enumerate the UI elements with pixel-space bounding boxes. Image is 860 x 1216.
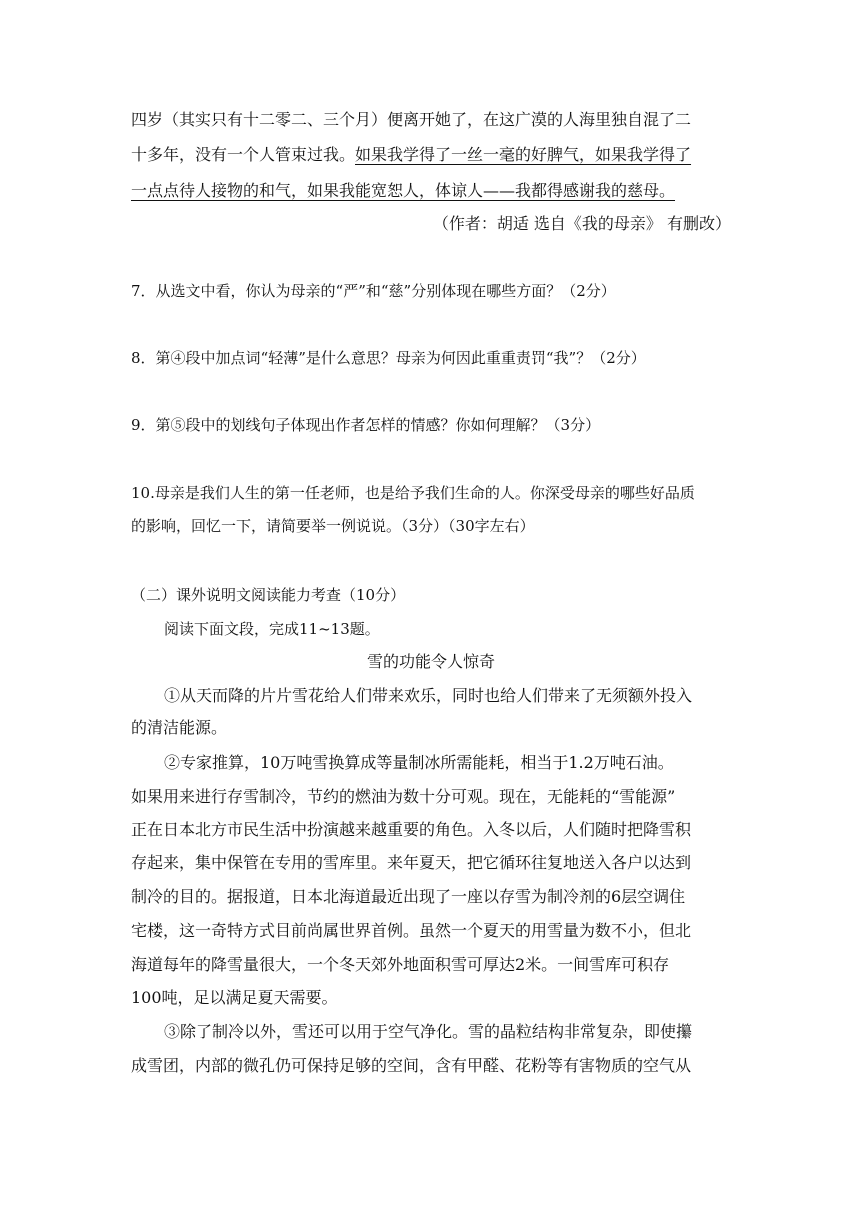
underlined-sentence: 一点点待人接物的和气，如果我能宽恕人，体谅人——我都得感谢我的慈母。 — [131, 181, 676, 200]
paragraph-line: 如果用来进行存雪制冷，节约的燃油为数十分可观。现在，无能耗的“雪能源” — [131, 787, 676, 806]
passage-line — [131, 145, 731, 165]
paragraph-line: 正在日本北方市民生活中扮演越来越重要的角色。入冬以后，人们随时把降雪积 — [131, 820, 692, 839]
paragraph-line: 成雪团，内部的微孔仍可保持足够的空间，含有甲醛、花粉等有害物质的空气从 — [131, 1056, 692, 1075]
question-10-line: 10.母亲是我们人生的第一任老师，也是给予我们生命的人。你深受母亲的哪些好品质 — [131, 484, 695, 502]
paragraph-line: 海道每年的降雪量很大，一个冬天郊外地面积雪可厚达2米。一间雪库可积存 — [131, 955, 670, 974]
paragraph-line: ③除了制冷以外，雪还可以用于空气净化。雪的晶粒结构非常复杂，即使攥 — [164, 1022, 693, 1041]
paragraph-line: ①从天而降的片片雪花给人们带来欢乐，同时也给人们带来了无须额外投入 — [164, 686, 693, 705]
underlined-sentence: 如果我学得了一丝一毫的好脾气，如果我学得了 — [355, 145, 692, 164]
article-title: 雪的功能令人惊奇 — [366, 652, 495, 671]
paragraph-line: 宅楼，这一奇特方式目前尚属世界首例。虽然一个夏天的用雪量为数不小，但北 — [131, 921, 692, 940]
question-10-line: 的影响，回忆一下，请简要举一例说说。（3分）（30字左右） — [131, 517, 535, 535]
instruction-text: 阅读下面文段，完成11~13题。 — [164, 620, 380, 638]
paragraph-line: 存起来，集中保管在专用的雪库里。来年夏天，把它循环往复地送入各户以达到 — [131, 853, 692, 872]
paragraph-line: ②专家推算，10万吨雪换算成等量制冰所需能耗，相当于1.2万吨石油。 — [164, 753, 674, 772]
question-7: 7．从选文中看，你认为母亲的“严”和“慈”分别体现在哪些方面？（2分） — [131, 282, 616, 300]
passage-line: 四岁（其实只有十二零二、三个月）便离开她了，在这广漠的人海里独自混了二 — [131, 110, 692, 129]
passage-text: 十多年，没有一个人管束过我。 — [131, 145, 356, 164]
paragraph-line: 的清洁能源。 — [131, 718, 228, 737]
paragraph-line: 制冷的目的。据报道，日本北海道最近出现了一座以存雪为制冷剂的6层空调住 — [131, 887, 686, 906]
question-8: 8．第④段中加点词“轻薄”是什么意思？母亲为何因此重重责罚“我”？（2分） — [131, 349, 646, 367]
section-heading: （二）课外说明文阅读能力考查（10分） — [131, 586, 406, 604]
source-attribution: （作者：胡适 选自《我的母亲》 有删改） — [432, 214, 731, 233]
paragraph-line: 100吨，足以满足夏天需要。 — [131, 988, 338, 1007]
question-9: 9．第⑤段中的划线句子体现出作者怎样的情感？你如何理解？（3分） — [131, 416, 601, 434]
